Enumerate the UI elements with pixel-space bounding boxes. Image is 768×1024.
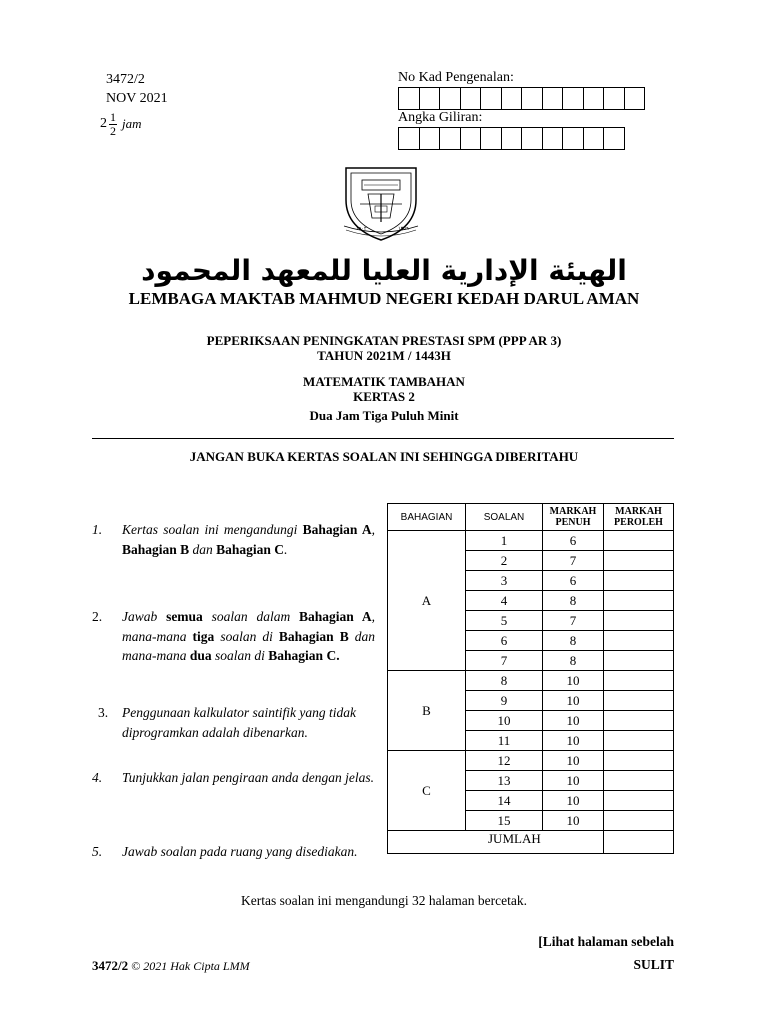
digit-box[interactable]: [440, 88, 461, 109]
obtained-marks-cell[interactable]: [604, 731, 674, 751]
svg-text:١٩٠٢: ١٩٠٢: [356, 226, 367, 232]
instruction-text: Kertas soalan ini mengandungi Bahagian A, Bahagian B dan Bahagian C.: [122, 522, 375, 557]
question-cell: 9: [466, 691, 543, 711]
full-marks-cell: 10: [543, 811, 604, 831]
pages-note: Kertas soalan ini mengandungi 32 halaman bercetak.: [240, 893, 528, 908]
obtained-marks-cell[interactable]: [604, 711, 674, 731]
instruction-item: [92, 842, 375, 862]
instruction-number: 5.: [92, 844, 103, 859]
digit-box[interactable]: [563, 88, 584, 109]
exam-title: PEPERIKSAAN PENINGKATAN PRESTASI SPM (PPP AR 3): [206, 333, 562, 348]
instruction-number: 2.: [92, 609, 103, 624]
table-row: [388, 671, 674, 691]
obtained-marks-cell[interactable]: [604, 791, 674, 811]
marks-table: [387, 503, 674, 854]
full-marks-cell: 8: [543, 651, 604, 671]
instruction-text: Tunjukkan jalan pengiraan anda dengan jelas.: [122, 770, 374, 785]
instruction-text: Penggunaan kalkulator saintifik yang tidak diprogramkan adalah dibenarkan.: [122, 705, 356, 740]
duration: [100, 107, 142, 141]
exam-session: NOV 2021: [106, 91, 168, 106]
duration-fraction: [109, 111, 117, 138]
digit-box[interactable]: [563, 128, 584, 149]
digit-box[interactable]: [522, 88, 543, 109]
digit-box[interactable]: [604, 88, 625, 109]
digit-box[interactable]: [399, 128, 420, 149]
full-marks-cell: 8: [543, 631, 604, 651]
footer-code: 3472/2: [92, 958, 129, 973]
digit-box[interactable]: [440, 128, 461, 149]
header-obtained-marks: MARKAH PEROLEH: [604, 504, 674, 531]
institution-arabic-name: الهيئة الإدارية العليا للمعهد المحمود: [141, 254, 627, 287]
digit-box[interactable]: [502, 128, 523, 149]
digit-box[interactable]: [543, 128, 564, 149]
question-cell: 15: [466, 811, 543, 831]
full-marks-cell: 7: [543, 611, 604, 631]
question-cell: 12: [466, 751, 543, 771]
digit-box[interactable]: [461, 128, 482, 149]
full-marks-cell: 6: [543, 531, 604, 551]
question-cell: 10: [466, 711, 543, 731]
section-cell: C: [388, 751, 466, 831]
obtained-marks-cell[interactable]: [604, 811, 674, 831]
obtained-marks-cell[interactable]: [604, 611, 674, 631]
digit-box[interactable]: [604, 128, 625, 149]
question-cell: 11: [466, 731, 543, 751]
exam-duration-text: Dua Jam Tiga Puluh Minit: [309, 408, 459, 423]
classification: SULIT: [633, 957, 674, 972]
paper-code: 3472/2: [106, 72, 145, 87]
exam-year: TAHUN 2021M / 1443H: [317, 348, 451, 363]
exam-subject: MATEMATIK TAMBAHAN: [303, 374, 465, 389]
duration-numerator: 1: [110, 109, 116, 124]
exam-paper: KERTAS 2: [353, 389, 415, 404]
digit-box[interactable]: [481, 88, 502, 109]
digit-box[interactable]: [543, 88, 564, 109]
header-question: SOALAN: [466, 504, 543, 531]
table-row: [388, 531, 674, 551]
question-cell: 4: [466, 591, 543, 611]
obtained-marks-cell[interactable]: [604, 591, 674, 611]
obtained-marks-cell[interactable]: [604, 691, 674, 711]
duration-whole: 2: [100, 116, 107, 131]
copyright-line: [92, 958, 250, 974]
question-cell: 3: [466, 571, 543, 591]
digit-box[interactable]: [481, 128, 502, 149]
instruction-item: [98, 703, 375, 742]
digit-box[interactable]: [522, 128, 543, 149]
full-marks-cell: 10: [543, 771, 604, 791]
full-marks-cell: 10: [543, 711, 604, 731]
ic-label: No Kad Pengenalan:: [398, 70, 514, 85]
question-cell: 8: [466, 671, 543, 691]
instruction-number: 3.: [98, 705, 109, 720]
digit-box[interactable]: [399, 88, 420, 109]
table-row: [388, 751, 674, 771]
digit-box[interactable]: [584, 128, 605, 149]
total-value-cell[interactable]: [604, 831, 674, 854]
header-full-marks: MARKAH PENUH: [543, 504, 604, 531]
digit-box[interactable]: [420, 88, 441, 109]
full-marks-cell: 10: [543, 691, 604, 711]
obtained-marks-cell[interactable]: [604, 631, 674, 651]
instruction-item: [92, 607, 375, 666]
warning-text: JANGAN BUKA KERTAS SOALAN INI SEHINGGA DIBERITAHU: [189, 449, 579, 464]
obtained-marks-cell[interactable]: [604, 571, 674, 591]
instruction-number: 1.: [92, 522, 103, 537]
instruction-text: Jawab soalan pada ruang yang disediakan.: [122, 844, 358, 859]
turn-number-label: Angka Giliran:: [398, 110, 483, 125]
crest-logo: [340, 160, 422, 242]
digit-box[interactable]: [625, 88, 646, 109]
question-cell: 1: [466, 531, 543, 551]
instruction-text: Jawab semua soalan dalam Bahagian A, mana-mana tiga soalan di Bahagian B dan mana-mana dua soalan di Bahagian C.: [122, 609, 375, 663]
instruction-number: 4.: [92, 770, 103, 785]
full-marks-cell: 10: [543, 671, 604, 691]
header-section: BAHAGIAN: [388, 504, 466, 531]
full-marks-cell: 10: [543, 751, 604, 771]
obtained-marks-cell[interactable]: [604, 771, 674, 791]
total-row: [388, 831, 674, 854]
digit-box[interactable]: [502, 88, 523, 109]
turn-number-boxes[interactable]: [398, 127, 625, 150]
question-cell: 14: [466, 791, 543, 811]
obtained-marks-cell[interactable]: [604, 651, 674, 671]
copyright-text: © 2021 Hak Cipta LMM: [128, 959, 250, 973]
obtained-marks-cell[interactable]: [604, 531, 674, 551]
digit-box[interactable]: [420, 128, 441, 149]
question-cell: 7: [466, 651, 543, 671]
question-cell: 13: [466, 771, 543, 791]
question-cell: 5: [466, 611, 543, 631]
total-label: JUMLAH: [388, 831, 604, 854]
instruction-item: [92, 520, 375, 559]
obtained-marks-cell[interactable]: [604, 671, 674, 691]
obtained-marks-cell[interactable]: [604, 551, 674, 571]
instruction-item: [92, 768, 375, 788]
divider: [92, 438, 674, 439]
full-marks-cell: 10: [543, 791, 604, 811]
question-cell: 2: [466, 551, 543, 571]
full-marks-cell: 6: [543, 571, 604, 591]
obtained-marks-cell[interactable]: [604, 751, 674, 771]
next-page-note: [Lihat halaman sebelah: [538, 934, 674, 949]
question-cell: 6: [466, 631, 543, 651]
full-marks-cell: 10: [543, 731, 604, 751]
digit-box[interactable]: [461, 88, 482, 109]
duration-denominator: 2: [110, 123, 116, 138]
institution-name: LEMBAGA MAKTAB MAHMUD NEGERI KEDAH DARUL AMAN: [128, 289, 640, 308]
full-marks-cell: 7: [543, 551, 604, 571]
duration-unit: jam: [122, 116, 142, 131]
digit-box[interactable]: [584, 88, 605, 109]
svg-text:١٣٥٦: ١٣٥٦: [398, 226, 409, 232]
full-marks-cell: 8: [543, 591, 604, 611]
ic-number-boxes[interactable]: [398, 87, 645, 110]
section-cell: A: [388, 531, 466, 671]
section-cell: B: [388, 671, 466, 751]
paper-info: [106, 70, 168, 108]
